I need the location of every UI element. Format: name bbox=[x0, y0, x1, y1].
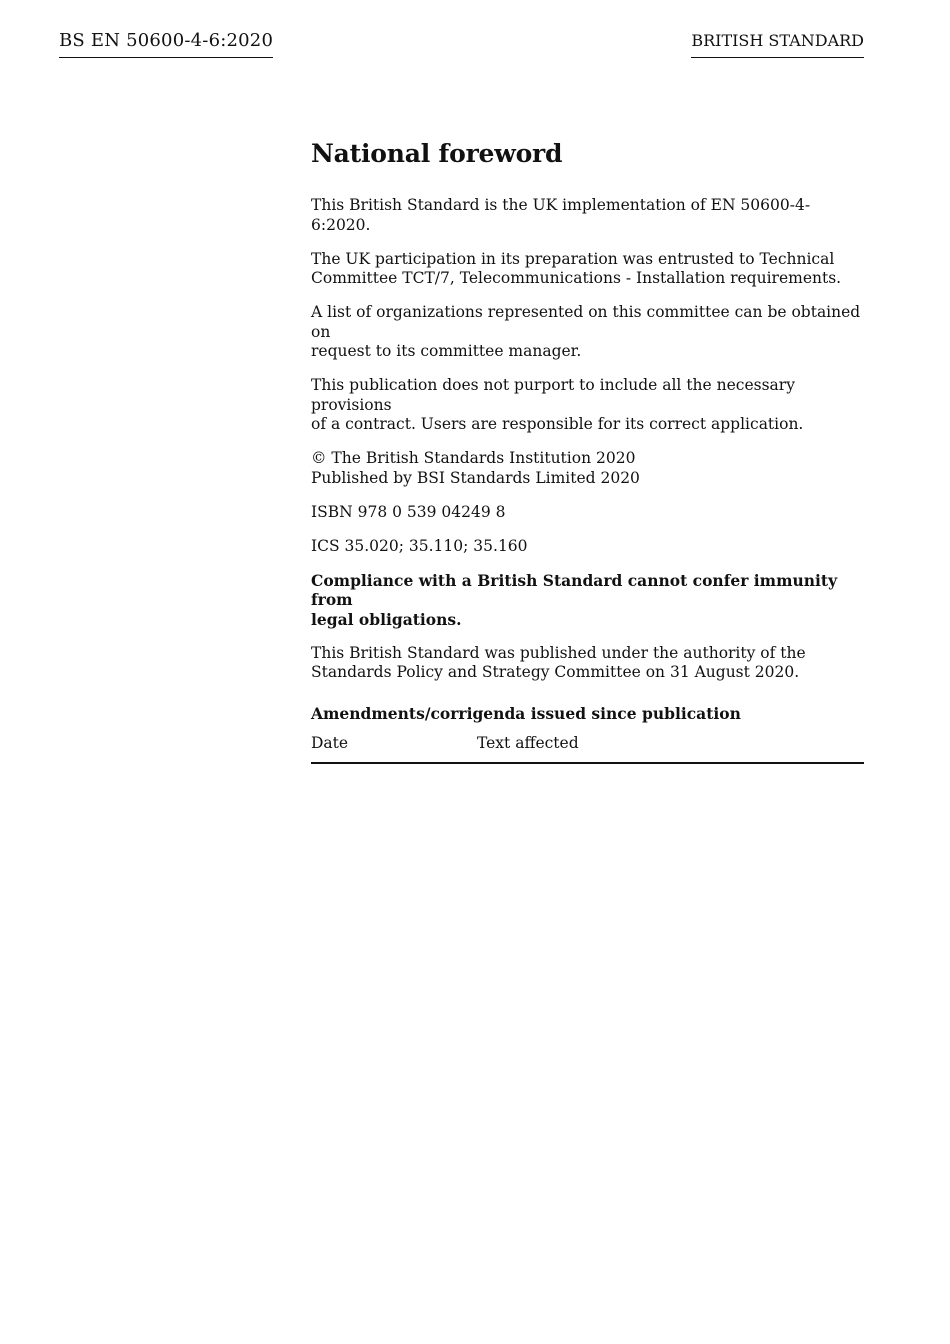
organizations-paragraph: A list of organizations represented on this committee can be obtained on request to its committee manager. bbox=[311, 303, 861, 360]
ics-paragraph: ICS 35.020; 35.110; 35.160 bbox=[311, 536, 528, 555]
column-header-date: Date bbox=[311, 733, 477, 763]
page-title: National foreword bbox=[311, 139, 563, 168]
foreword-section bbox=[311, 138, 864, 764]
participation-paragraph: The UK participation in its preparation was entrusted to Technical Committee TCT/7, Telecommunications - Installation requirements. bbox=[311, 249, 842, 287]
table-header-row bbox=[311, 733, 864, 763]
document-id: BS EN 50600-4-6:2020 bbox=[59, 30, 273, 58]
amendments-heading: Amendments/corrigenda issued since publication bbox=[311, 703, 741, 723]
amendments-table bbox=[311, 733, 864, 764]
isbn-paragraph: ISBN 978 0 539 04249 8 bbox=[311, 502, 506, 521]
compliance-notice: Compliance with a British Standard cannot confer immunity from legal obligations. bbox=[311, 570, 838, 629]
standard-type-label: BRITISH STANDARD bbox=[691, 31, 864, 58]
column-header-text-affected: Text affected bbox=[477, 733, 864, 763]
implementation-paragraph: This British Standard is the UK implementation of EN 50600-4-6:2020. bbox=[311, 196, 811, 234]
publication-notice: This British Standard was published under the authority of the Standards Policy and Strategy Committee on 31 August 2020. bbox=[311, 643, 806, 681]
copyright-paragraph: © The British Standards Institution 2020 Published by BSI Standards Limited 2020 bbox=[311, 449, 640, 487]
provisions-paragraph: This publication does not purport to include all the necessary provisions of a contract. Users are responsible for its correct application. bbox=[311, 376, 804, 433]
